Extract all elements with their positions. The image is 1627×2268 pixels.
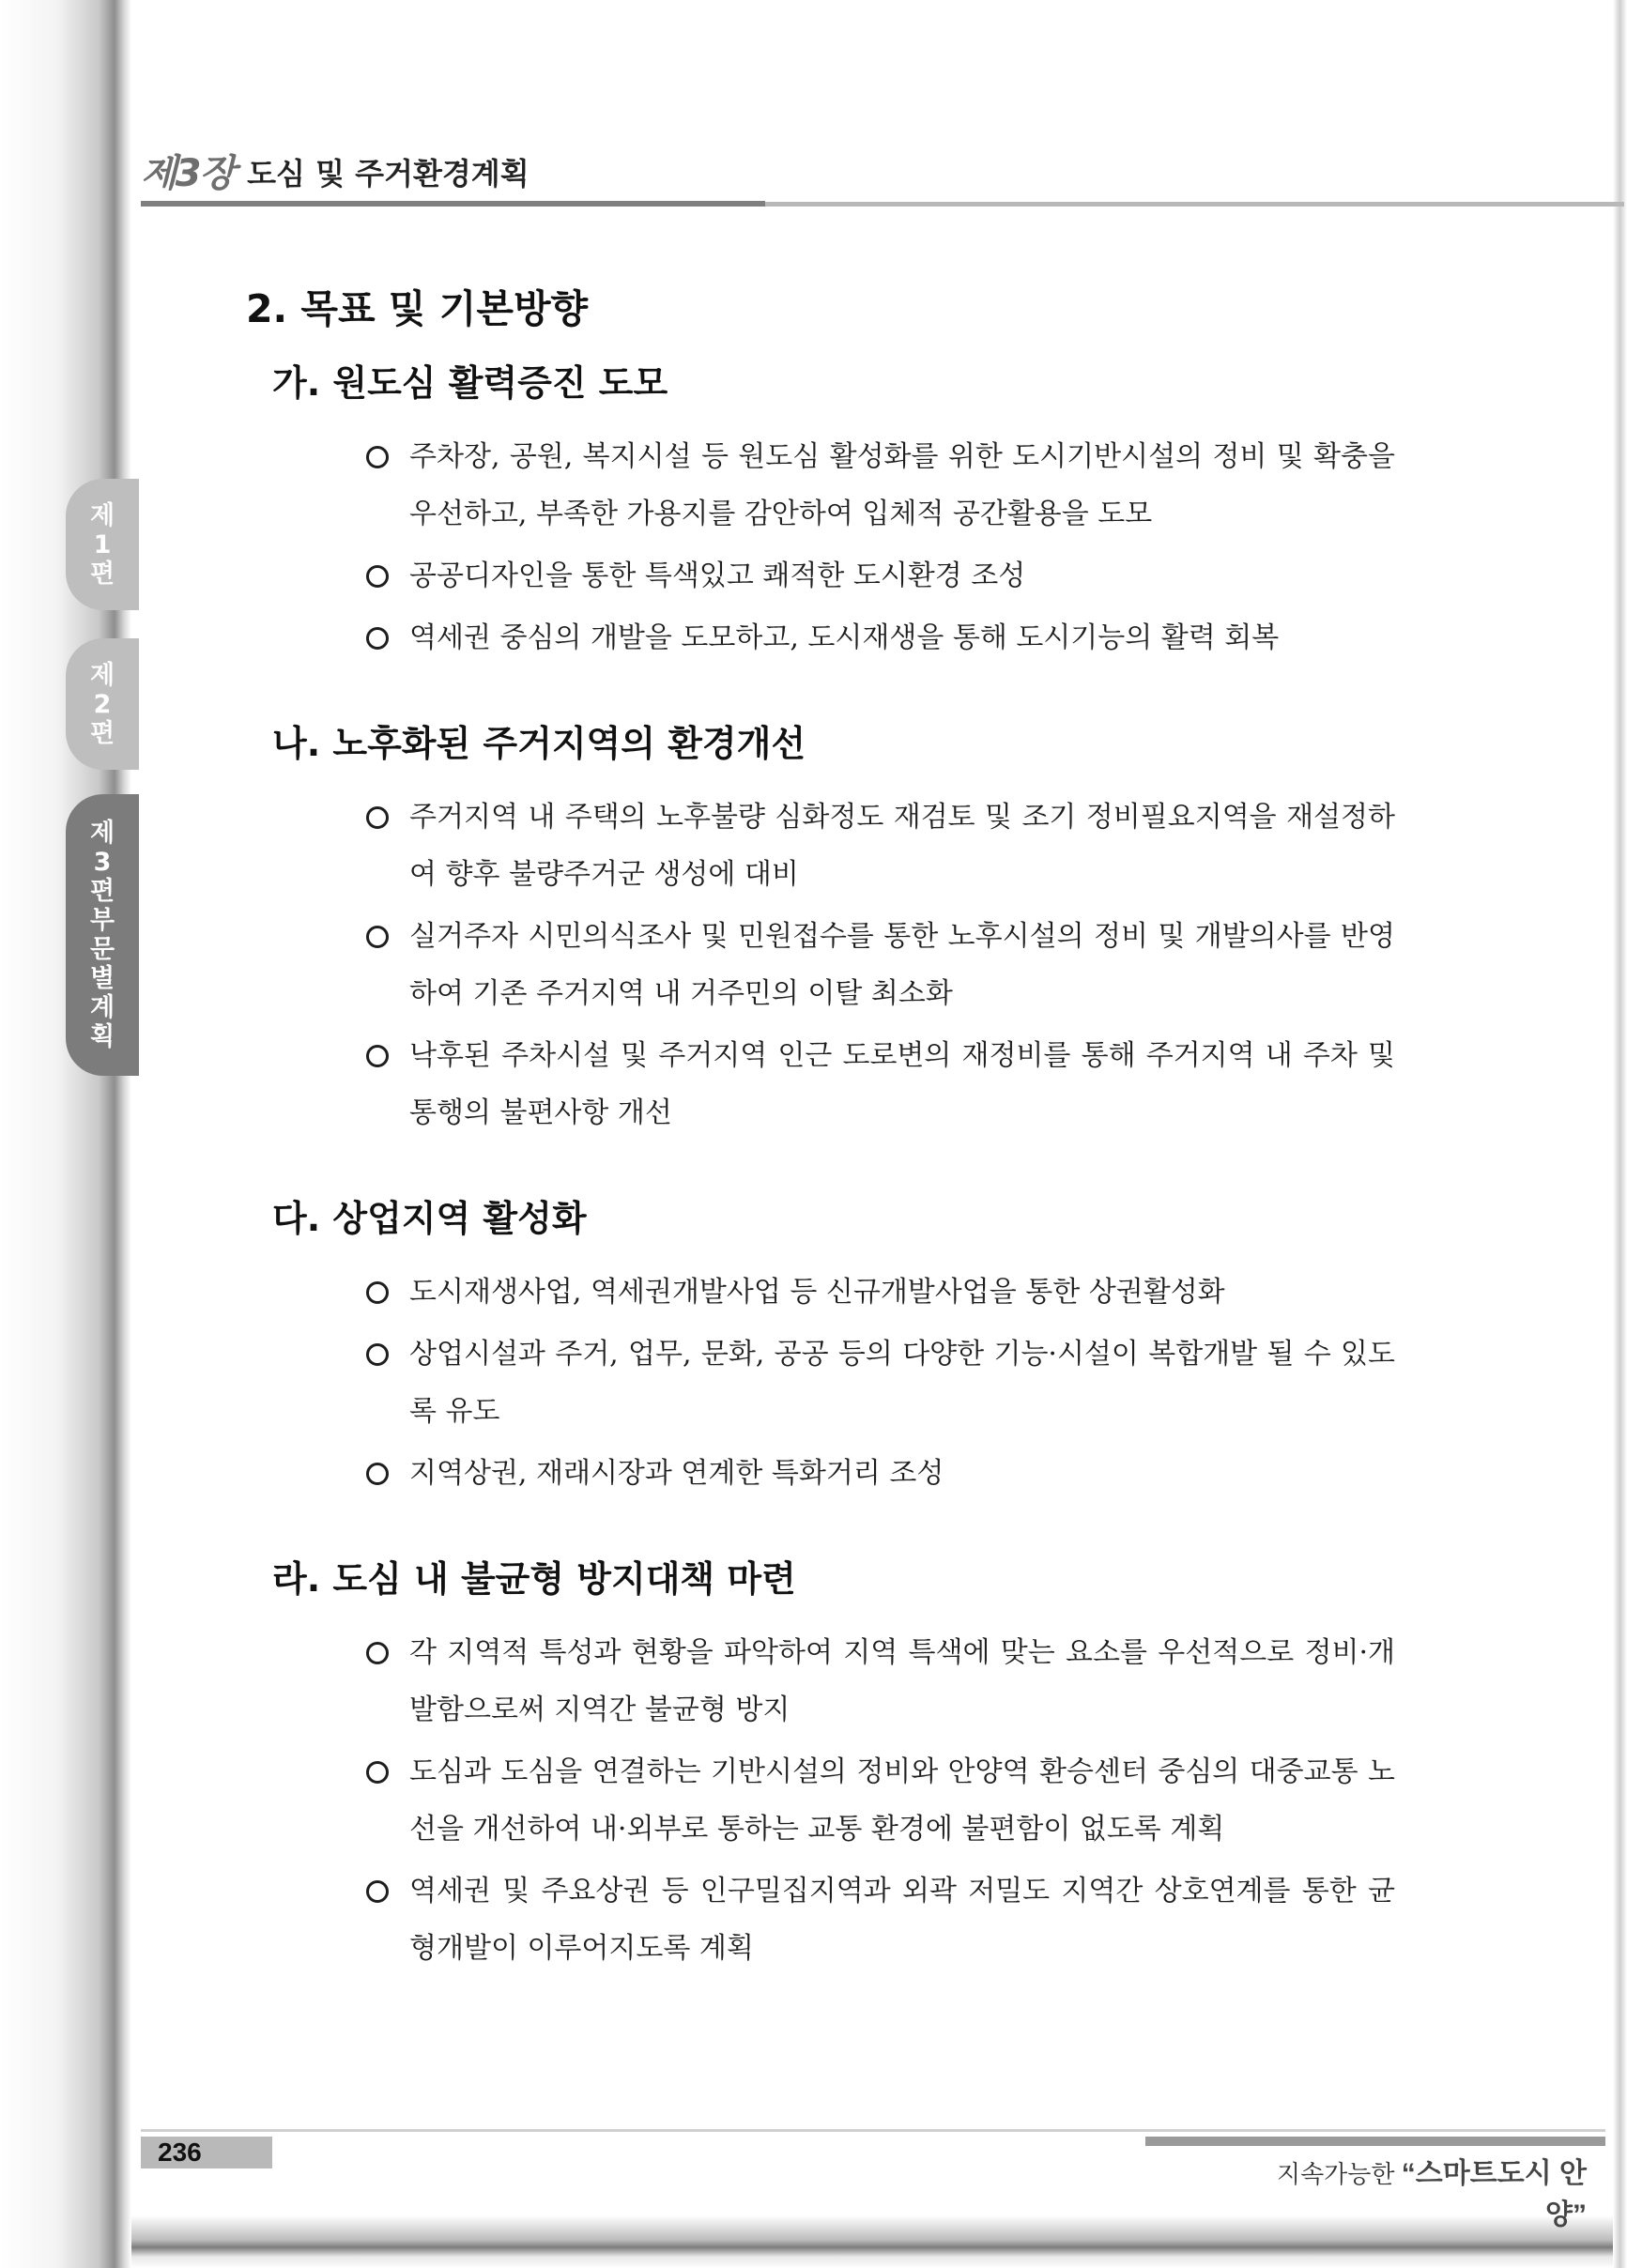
- list-item: [366, 1624, 1395, 1739]
- bullet-text: 상업시설과 주거, 업무, 문화, 공공 등의 다양한 기능·시설이 복합개발 될 수 있도록 유도: [409, 1338, 1395, 1428]
- circle-bullet-icon: [366, 446, 389, 468]
- subsection-goal-da: [246, 1192, 1410, 1502]
- tab-char: 획: [89, 1022, 115, 1051]
- side-tab-part-2[interactable]: [66, 638, 139, 770]
- circle-bullet-icon: [366, 1463, 389, 1485]
- list-item: [366, 1445, 1395, 1502]
- circle-bullet-icon: [366, 806, 389, 829]
- circle-bullet-icon: [366, 1761, 389, 1784]
- subsection-title: 가. 원도심 활력증진 도모: [272, 362, 668, 404]
- circle-bullet-icon: [366, 1343, 389, 1366]
- subsection-title: 라. 도심 내 불균형 방지대책 마련: [272, 1558, 796, 1600]
- list-item: [366, 609, 1395, 667]
- tab-char: 3: [93, 848, 112, 877]
- bullet-list: [246, 1264, 1410, 1502]
- bullet-text: 실거주자 시민의식조사 및 민원접수를 통한 노후시설의 정비 및 개발의사를 반영하여 기존 주거지역 내 거주민의 이탈 최소화: [409, 920, 1395, 1010]
- circle-bullet-icon: [366, 1642, 389, 1664]
- subsection-goal-na: [246, 717, 1410, 1142]
- list-item: [366, 1326, 1395, 1440]
- section-title: 2. 목표 및 기본방향: [246, 286, 589, 331]
- tab-char: 편: [89, 877, 115, 906]
- list-item: [366, 789, 1395, 903]
- circle-bullet-icon: [366, 926, 389, 948]
- bullet-text: 공공디자인을 통한 특색있고 쾌적한 도시환경 조성: [409, 559, 1026, 592]
- side-tab-part-3[interactable]: [66, 794, 139, 1076]
- list-item: [366, 1862, 1395, 1977]
- subsection-goal-ga: [246, 357, 1410, 667]
- bullet-text: 역세권 및 주요상권 등 인구밀집지역과 외곽 저밀도 지역간 상호연계를 통한 균형개발이 이루어지도록 계획: [409, 1875, 1395, 1965]
- book-spine-shadow: [0, 0, 131, 2268]
- circle-bullet-icon: [366, 627, 389, 650]
- circle-bullet-icon: [366, 1045, 389, 1067]
- list-item: [366, 908, 1395, 1022]
- brand-name: “스마트도시 안양”: [1401, 2158, 1587, 2230]
- chapter-title: 도심 및 주거환경계획: [247, 156, 530, 192]
- bullet-text: 낙후된 주차시설 및 주거지역 인근 도로변의 재정비를 통해 주거지역 내 주차 및 통행의 불편사항 개선: [409, 1039, 1395, 1129]
- tab-char: 제: [89, 819, 115, 848]
- tab-char: 2: [93, 689, 112, 719]
- tab-char: 편: [89, 718, 115, 748]
- list-item: [366, 1264, 1395, 1321]
- tab-char: 계: [89, 993, 115, 1022]
- list-item: [366, 1743, 1395, 1858]
- header-rule: [760, 202, 1624, 207]
- tab-char: 편: [89, 559, 115, 589]
- chapter-header: [141, 148, 765, 207]
- tab-char: 1: [93, 529, 112, 559]
- subsection-title: 나. 노후화된 주거지역의 환경개선: [272, 723, 806, 764]
- bullet-text: 도심과 도심을 연결하는 기반시설의 정비와 안양역 환승센터 중심의 대중교통 노선을 개선하여 내·외부로 통하는 교통 환경에 불편함이 없도록 계획: [409, 1755, 1395, 1846]
- tab-char: 문: [89, 935, 115, 964]
- bullet-text: 주거지역 내 주택의 노후불량 심화정도 재검토 및 조기 정비필요지역을 재설정하여 향후 불량주거군 생성에 대비: [409, 801, 1395, 891]
- bullet-list: [246, 428, 1410, 667]
- main-content: [246, 282, 1410, 1982]
- page-number: 236: [141, 2137, 272, 2168]
- bullet-list: [246, 1624, 1410, 1977]
- bullet-text: 지역상권, 재래시장과 연계한 특화거리 조성: [409, 1457, 944, 1490]
- circle-bullet-icon: [366, 565, 389, 588]
- footer-bar: [1145, 2137, 1605, 2146]
- footer-brand: [1249, 2150, 1587, 2232]
- brand-prefix: 지속가능한: [1276, 2160, 1395, 2188]
- bullet-text: 각 지역적 특성과 현황을 파악하여 지역 특색에 맞는 요소를 우선적으로 정비·개발함으로써 지역간 불균형 방지: [409, 1636, 1395, 1726]
- footer-rule: [141, 2129, 1605, 2132]
- tab-char: 제: [89, 660, 115, 690]
- bullet-text: 역세권 중심의 개발을 도모하고, 도시재생을 통해 도시기능의 활력 회복: [409, 621, 1280, 654]
- circle-bullet-icon: [366, 1281, 389, 1304]
- subsection-goal-ra: [246, 1553, 1410, 1977]
- tab-char: 별: [89, 964, 115, 993]
- bullet-text: 도시재생사업, 역세권개발사업 등 신규개발사업을 통한 상권활성화: [409, 1276, 1225, 1309]
- tab-char: 제: [89, 500, 115, 530]
- bullet-list: [246, 789, 1410, 1142]
- list-item: [366, 428, 1395, 543]
- subsection-title: 다. 상업지역 활성화: [272, 1198, 587, 1239]
- list-item: [366, 547, 1395, 605]
- tab-char: 부: [89, 906, 115, 935]
- chapter-number: 제3장: [141, 152, 235, 195]
- list-item: [366, 1027, 1395, 1142]
- page-right-edge: [1613, 0, 1627, 2268]
- side-tab-part-1[interactable]: [66, 479, 139, 610]
- bullet-text: 주차장, 공원, 복지시설 등 원도심 활성화를 위한 도시기반시설의 정비 및 확충을 우선하고, 부족한 가용지를 감안하여 입체적 공간활용을 도모: [409, 440, 1395, 530]
- circle-bullet-icon: [366, 1880, 389, 1903]
